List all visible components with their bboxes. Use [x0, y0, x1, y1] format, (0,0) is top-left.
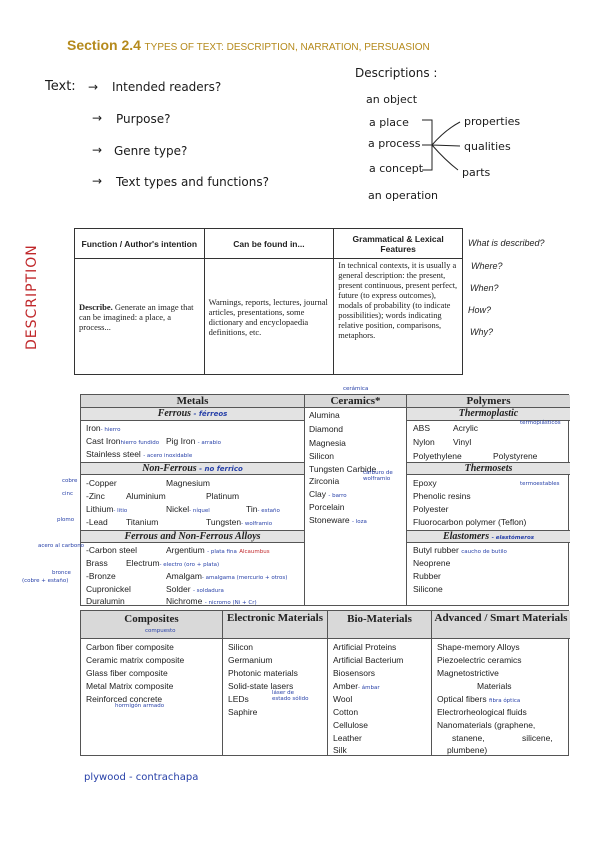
list-item: Magnesium [166, 478, 210, 488]
list-item: Artificial Bacterium [333, 655, 404, 665]
text-note-item: Purpose? [116, 112, 171, 126]
annotation: bronce [52, 570, 71, 576]
text-note-item: Genre type? [114, 144, 188, 158]
list-item: Germanium [228, 655, 273, 665]
annotation: cobre [62, 478, 78, 484]
annotation: acero al carbono [38, 543, 85, 549]
annotation: (cobre + estaño) [22, 578, 69, 584]
descriptions-title: Descriptions : [355, 66, 438, 80]
list-item: Rubber [413, 571, 441, 581]
descriptions-left-item: an operation [368, 189, 439, 202]
column-title: Bio-Materials [328, 611, 431, 639]
column-title: Ceramics* [305, 395, 406, 408]
list-item: Photonic materials [228, 668, 298, 678]
list-item: Wool [333, 694, 353, 704]
list-item: plumbene) [447, 745, 488, 755]
list-item: Artificial Proteins [333, 642, 397, 652]
list-item: Nylon [413, 437, 435, 447]
list-item: Vinyl [453, 437, 472, 447]
list-item: Nanomaterials (graphene, [437, 720, 536, 730]
annotation: termoestables [520, 481, 560, 487]
list-item: Neoprene [413, 558, 451, 568]
list-item: Argentium - plata fina Alcaumbus [166, 545, 270, 555]
list-item: Amalgam- amalgama (mercurio + otros) [166, 571, 288, 581]
list-item: LEDs [228, 694, 249, 704]
list-item: silicene, [522, 733, 553, 743]
list-item: -Lead [86, 517, 108, 527]
list-item: Lithium- litio [86, 504, 128, 514]
question: Why? [470, 327, 494, 337]
descriptions-right-item: qualities [464, 140, 511, 153]
question: What is described? [468, 238, 545, 248]
text-note-arrow: → [88, 80, 99, 94]
list-item: Silicone [413, 584, 443, 594]
table-header: Function / Author's intention [75, 229, 205, 259]
list-item: Aluminium [126, 491, 166, 501]
list-item: Amber- ámbar [333, 681, 380, 691]
question: When? [470, 283, 499, 293]
list-item: Diamond [309, 424, 344, 434]
function-cell: Describe. Generate an image that can be imagined: a place, a process... [75, 259, 205, 375]
list-item: -Bronze [86, 571, 116, 581]
list-item: Acrylic [453, 423, 479, 433]
list-item: Tungsten- wolframio [206, 517, 273, 527]
subheading: Ferrous and Non-Ferrous Alloys [81, 530, 304, 543]
list-item: Ceramic matrix composite [86, 655, 185, 665]
annotation: cinc [62, 491, 74, 497]
subheading: Non-Ferrous - no ferrico [81, 462, 304, 475]
list-item: Brass [86, 558, 108, 568]
list-item: Optical fibers fibra óptica [437, 694, 521, 704]
found-in-cell: Warnings, reports, lectures, journal articles, presentations, some dictionary and encyclopaedia definitions, etc. [204, 259, 334, 375]
list-item: ABS [413, 423, 431, 433]
descriptions-left-item: an object [366, 93, 418, 106]
column-title: Composites [81, 611, 222, 639]
list-item: Polystyrene [493, 451, 538, 461]
column-title: Advanced / Smart Materials [432, 611, 570, 639]
list-item: stanene, [452, 733, 485, 743]
annotation: plomo [57, 517, 75, 523]
list-item: -Zinc [86, 491, 105, 501]
ceramics-column [305, 395, 407, 605]
list-item: Materials [477, 681, 512, 691]
descriptions-left-item: a concept [369, 162, 424, 175]
materials-table-top [80, 394, 569, 606]
text-note-arrow: → [92, 174, 103, 188]
list-item: Cupronickel [86, 584, 131, 594]
list-item: Pig Iron - arrabio [166, 436, 221, 446]
list-item: Polyethylene [413, 451, 462, 461]
list-item: Nickel- níquel [166, 504, 210, 514]
list-item: -Copper [86, 478, 117, 488]
list-item: Iron- hierro [86, 423, 121, 433]
text-note-item: Intended readers? [112, 80, 222, 94]
polymers-column [407, 395, 570, 605]
text-note-arrow: → [92, 143, 103, 157]
list-item: Alumina [309, 410, 340, 420]
list-item: Tungsten Carbide [309, 464, 377, 474]
annotation: compuesto [145, 628, 176, 634]
text-notes-label: Text: [45, 79, 76, 94]
section-number: Section 2.4 [67, 37, 141, 53]
descriptions-left-item: a place [369, 116, 409, 129]
list-item: Clay - barro [309, 489, 347, 499]
annotation: termoplásticos [520, 420, 561, 426]
text-note-arrow: → [92, 111, 103, 125]
list-item: Glass fiber composite [86, 668, 168, 678]
question: How? [468, 305, 492, 315]
subheading: Elastomers - elastómeros [407, 530, 570, 543]
list-item: Polyester [413, 504, 449, 514]
description-side-label: DESCRIPTION [24, 244, 40, 350]
list-item: Leather [333, 733, 362, 743]
list-item: Cotton [333, 707, 359, 717]
list-item: Silicon [309, 451, 335, 461]
list-item: Metal Matrix composite [86, 681, 174, 691]
list-item: Fluorocarbon polymer (Teflon) [413, 517, 527, 527]
list-item: Silk [333, 745, 347, 755]
list-item: Carbon fiber composite [86, 642, 174, 652]
list-item: Magnetostrictive [437, 668, 499, 678]
table-header: Grammatical & Lexical Features [334, 229, 463, 259]
list-item: Shape-memory Alloys [437, 642, 520, 652]
list-item: Electrum- electro (oro + plata) [126, 558, 220, 568]
table-header: Can be found in... [204, 229, 334, 259]
question: Where? [471, 261, 503, 271]
annotation: carburo de wolframio [363, 470, 393, 482]
subheading: Thermosets [407, 462, 570, 475]
electronic-column [223, 611, 328, 755]
descriptions-left-item: a process [368, 137, 421, 150]
list-item: Duralumin [86, 596, 125, 606]
advanced-column [432, 611, 570, 755]
list-item: Cast Ironhierro fundido [86, 436, 160, 446]
bio-column [328, 611, 432, 755]
list-item: Magnesia [309, 438, 346, 448]
list-item: Electrorheological fluids [437, 707, 527, 717]
annotation: hormigón armado [115, 703, 165, 709]
features-cell: In technical contexts, it is usually a general description: the present, present continuous, present perfect, future (to express outcomes), modals of probability (to indicate possibilities); words indicating relative position, comparisons, metaphors. [334, 259, 463, 375]
descriptions-brace [0, 0, 600, 220]
list-item: Platinum [206, 491, 240, 501]
list-item: -Carbon steel [86, 545, 138, 555]
list-item: Solder - soldadura [166, 584, 224, 594]
column-title: Electronic Materials [223, 611, 327, 639]
list-item: Solid-state lasers [228, 681, 294, 691]
annotation: láser de estado sólido [272, 690, 309, 702]
subheading: Thermoplastic [407, 408, 570, 421]
descriptions-right-item: parts [462, 166, 491, 179]
descriptions-right-item: properties [464, 115, 521, 128]
list-item: Porcelain [309, 502, 345, 512]
annotation: cerámica [343, 386, 369, 392]
text-note-item: Text types and functions? [116, 175, 269, 189]
list-item: Butyl rubber caucho de butilo [413, 545, 507, 555]
list-item: Epoxy [413, 478, 437, 488]
list-item: Saphire [228, 707, 258, 717]
list-item: Piezoelectric ceramics [437, 655, 522, 665]
section-subtitle: TYPES OF TEXT: DESCRIPTION, NARRATION, PERSUASION [144, 42, 430, 53]
list-item: Cellulose [333, 720, 368, 730]
column-title: Metals [81, 395, 304, 408]
list-item: Reinforced concrete [86, 694, 163, 704]
list-item: Titanium [126, 517, 159, 527]
subheading: Ferrous - férreos [81, 408, 304, 421]
list-item: Biosensors [333, 668, 376, 678]
plywood-note: plywood - contrachapa [84, 772, 199, 783]
list-item: Zirconia [309, 476, 340, 486]
list-item: Silicon [228, 642, 254, 652]
list-item: Phenolic resins [413, 491, 471, 501]
list-item: Stainless steel - acero inoxidable [86, 449, 193, 459]
column-title: Polymers [407, 395, 570, 408]
list-item: Stoneware - loza [309, 515, 367, 525]
metals-column [81, 395, 305, 605]
list-item: Tin- estaño [246, 504, 280, 514]
description-table [74, 228, 463, 375]
list-item: Nichrome - nicromo (Ni + Cr) [166, 596, 257, 606]
